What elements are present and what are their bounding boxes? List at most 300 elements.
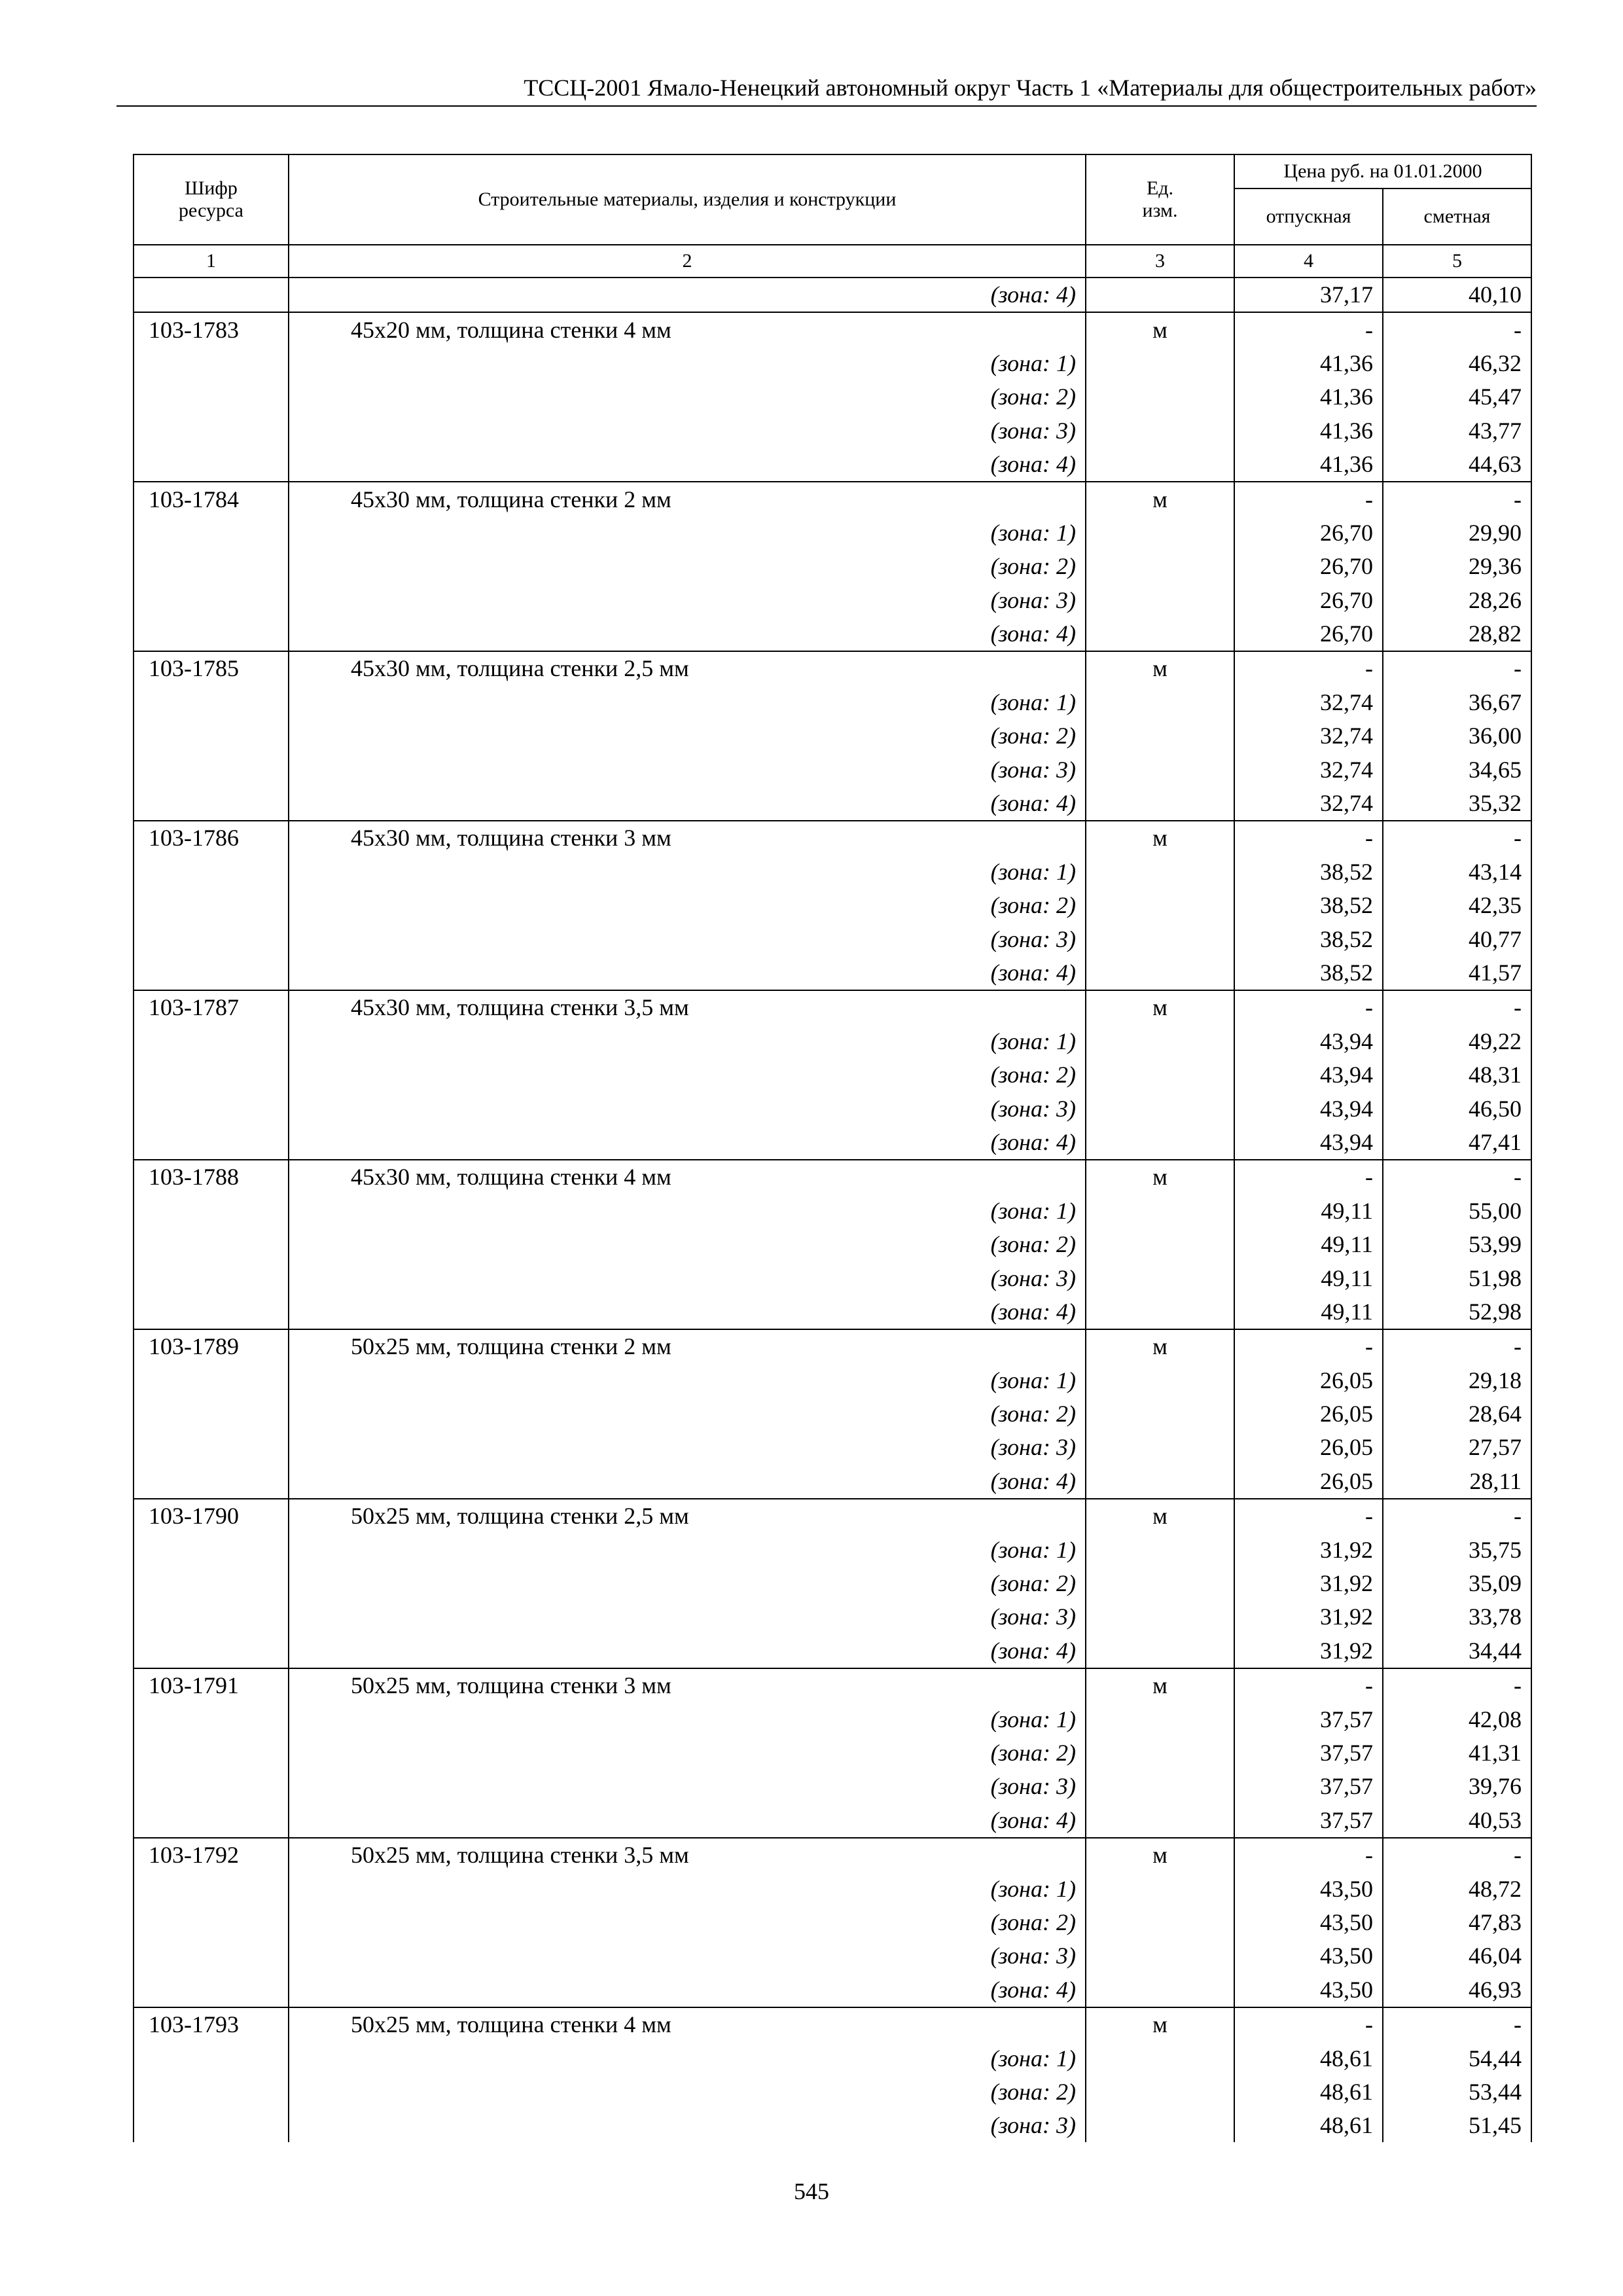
unit-cell: м — [1086, 1668, 1234, 1702]
resource-code — [134, 1261, 289, 1295]
unit-cell — [1086, 414, 1234, 448]
material-name-text: 45х30 мм, толщина стенки 4 мм — [351, 1164, 671, 1191]
table-row — [134, 990, 1531, 1024]
release-price: - — [1234, 990, 1383, 1024]
unit-cell — [1086, 448, 1234, 482]
unit-cell — [1086, 1939, 1234, 1973]
release-price: 31,92 — [1234, 1634, 1383, 1668]
resource-code — [134, 380, 289, 414]
estimate-price: 42,08 — [1383, 1702, 1531, 1736]
resource-code: 103-1786 — [134, 821, 289, 855]
zone-label: (зона: 1) — [289, 1194, 1086, 1228]
material-name — [289, 482, 1086, 516]
table-row — [134, 1261, 1531, 1295]
table-row — [134, 1804, 1531, 1838]
header-name: Строительные материалы, изделия и конструкции — [289, 154, 1086, 245]
unit-cell — [1086, 347, 1234, 380]
estimate-price: - — [1383, 1499, 1531, 1533]
resource-code — [134, 414, 289, 448]
resource-code — [134, 1634, 289, 1668]
unit-cell: м — [1086, 1160, 1234, 1194]
table-row — [134, 1465, 1531, 1499]
table-row — [134, 821, 1531, 855]
resource-code — [134, 753, 289, 786]
release-price: 26,70 — [1234, 584, 1383, 617]
resource-code — [134, 2041, 289, 2075]
resource-code — [134, 584, 289, 617]
resource-code: 103-1784 — [134, 482, 289, 516]
release-price: 49,11 — [1234, 1295, 1383, 1329]
table-row — [134, 1736, 1531, 1770]
estimate-price: 47,83 — [1383, 1906, 1531, 1939]
table-row — [134, 2109, 1531, 2142]
resource-code — [134, 956, 289, 990]
unit-cell — [1086, 1364, 1234, 1397]
material-name — [289, 1329, 1086, 1363]
estimate-price: 40,10 — [1383, 278, 1531, 312]
resource-code: 103-1791 — [134, 1668, 289, 1702]
table-row — [134, 1702, 1531, 1736]
zone-label: (зона: 2) — [289, 1058, 1086, 1092]
release-price: 49,11 — [1234, 1228, 1383, 1261]
estimate-price: - — [1383, 1329, 1531, 1363]
unit-cell — [1086, 1770, 1234, 1803]
unit-cell — [1086, 1228, 1234, 1261]
unit-cell — [1086, 1261, 1234, 1295]
unit-cell: м — [1086, 2007, 1234, 2041]
zone-label: (зона: 3) — [289, 922, 1086, 956]
unit-cell — [1086, 617, 1234, 651]
zone-label: (зона: 4) — [289, 278, 1086, 312]
table-header — [134, 154, 1531, 278]
resource-code — [134, 1872, 289, 1905]
release-price: - — [1234, 2007, 1383, 2041]
material-name-text: 45х30 мм, толщина стенки 2,5 мм — [351, 655, 689, 682]
estimate-price: - — [1383, 990, 1531, 1024]
release-price: 41,36 — [1234, 448, 1383, 482]
release-price: 26,05 — [1234, 1364, 1383, 1397]
material-name-text: 45х20 мм, толщина стенки 4 мм — [351, 316, 671, 343]
release-price: 41,36 — [1234, 414, 1383, 448]
material-name-text: 45х30 мм, толщина стенки 2 мм — [351, 486, 671, 512]
table-row — [134, 1770, 1531, 1803]
estimate-price: - — [1383, 1668, 1531, 1702]
material-name-text: 45х30 мм, толщина стенки 3 мм — [351, 825, 671, 852]
zone-label: (зона: 3) — [289, 1939, 1086, 1973]
zone-label: (зона: 4) — [289, 617, 1086, 651]
unit-cell — [1086, 1025, 1234, 1058]
estimate-price: 35,09 — [1383, 1567, 1531, 1600]
zone-label: (зона: 4) — [289, 1634, 1086, 1668]
resource-code — [134, 1194, 289, 1228]
estimate-price: - — [1383, 2007, 1531, 2041]
col-num-2: 2 — [289, 245, 1086, 278]
unit-cell — [1086, 584, 1234, 617]
resource-code — [134, 1939, 289, 1973]
estimate-price: 49,22 — [1383, 1025, 1531, 1058]
zone-label: (зона: 1) — [289, 1702, 1086, 1736]
table-row — [134, 312, 1531, 346]
unit-cell — [1086, 1092, 1234, 1125]
unit-cell — [1086, 380, 1234, 414]
release-price: 43,50 — [1234, 1939, 1383, 1973]
estimate-price: - — [1383, 312, 1531, 346]
resource-code — [134, 1906, 289, 1939]
release-price: 31,92 — [1234, 1600, 1383, 1634]
estimate-price: 51,98 — [1383, 1261, 1531, 1295]
release-price: 26,70 — [1234, 550, 1383, 583]
release-price: 26,05 — [1234, 1397, 1383, 1431]
unit-cell — [1086, 855, 1234, 889]
estimate-price: 35,75 — [1383, 1533, 1531, 1566]
unit-cell — [1086, 1295, 1234, 1329]
release-price: 32,74 — [1234, 753, 1383, 786]
material-name — [289, 312, 1086, 346]
table-row — [134, 1228, 1531, 1261]
resource-code — [134, 617, 289, 651]
zone-label: (зона: 2) — [289, 889, 1086, 922]
table-row — [134, 889, 1531, 922]
material-name — [289, 2007, 1086, 2041]
unit-cell — [1086, 1804, 1234, 1838]
material-name-text: 50х25 мм, толщина стенки 4 мм — [351, 2011, 671, 2038]
resource-code — [134, 719, 289, 753]
release-price: 32,74 — [1234, 719, 1383, 753]
unit-cell: м — [1086, 312, 1234, 346]
table-row — [134, 1058, 1531, 1092]
table-row — [134, 550, 1531, 583]
zone-label: (зона: 1) — [289, 1533, 1086, 1566]
resource-code — [134, 1431, 289, 1464]
estimate-price: 33,78 — [1383, 1600, 1531, 1634]
table-row — [134, 753, 1531, 786]
estimate-price: 28,11 — [1383, 1465, 1531, 1499]
estimate-price: 43,77 — [1383, 414, 1531, 448]
table-row — [134, 380, 1531, 414]
table-row — [134, 1872, 1531, 1905]
table-row — [134, 855, 1531, 889]
unit-cell: м — [1086, 1499, 1234, 1533]
zone-label: (зона: 1) — [289, 1872, 1086, 1905]
release-price: 37,17 — [1234, 278, 1383, 312]
release-price: 26,70 — [1234, 617, 1383, 651]
zone-label: (зона: 2) — [289, 1397, 1086, 1431]
unit-cell: м — [1086, 482, 1234, 516]
resource-code — [134, 1770, 289, 1803]
release-price: 38,52 — [1234, 922, 1383, 956]
zone-label: (зона: 2) — [289, 380, 1086, 414]
estimate-price: 46,50 — [1383, 1092, 1531, 1125]
unit-cell — [1086, 1194, 1234, 1228]
unit-cell — [1086, 1906, 1234, 1939]
material-name — [289, 1668, 1086, 1702]
estimate-price: 52,98 — [1383, 1295, 1531, 1329]
unit-cell — [1086, 516, 1234, 550]
estimate-price: 28,26 — [1383, 584, 1531, 617]
table-row — [134, 1567, 1531, 1600]
release-price: 43,94 — [1234, 1058, 1383, 1092]
resource-code — [134, 1364, 289, 1397]
zone-label: (зона: 1) — [289, 347, 1086, 380]
estimate-price: 47,41 — [1383, 1126, 1531, 1160]
header-rule — [116, 105, 1537, 107]
table-row — [134, 1499, 1531, 1533]
resource-code — [134, 1058, 289, 1092]
zone-label: (зона: 2) — [289, 550, 1086, 583]
material-name — [289, 821, 1086, 855]
estimate-price: 41,31 — [1383, 1736, 1531, 1770]
unit-cell — [1086, 787, 1234, 821]
zone-label: (зона: 1) — [289, 1025, 1086, 1058]
table-row — [134, 1126, 1531, 1160]
release-price: - — [1234, 482, 1383, 516]
unit-cell — [1086, 2109, 1234, 2142]
zone-label: (зона: 4) — [289, 448, 1086, 482]
material-name — [289, 990, 1086, 1024]
zone-label: (зона: 4) — [289, 1804, 1086, 1838]
col-num-5: 5 — [1383, 245, 1531, 278]
release-price: 26,70 — [1234, 516, 1383, 550]
unit-cell — [1086, 278, 1234, 312]
zone-label: (зона: 1) — [289, 1364, 1086, 1397]
unit-cell — [1086, 1431, 1234, 1464]
zone-label: (зона: 1) — [289, 516, 1086, 550]
estimate-price: 54,44 — [1383, 2041, 1531, 2075]
resource-code — [134, 1092, 289, 1125]
table-row — [134, 1634, 1531, 1668]
estimate-price: - — [1383, 1838, 1531, 1872]
table-row — [134, 1025, 1531, 1058]
table-row — [134, 1295, 1531, 1329]
resource-code — [134, 1397, 289, 1431]
release-price: 43,50 — [1234, 1906, 1383, 1939]
unit-cell — [1086, 889, 1234, 922]
zone-label: (зона: 3) — [289, 753, 1086, 786]
zone-label: (зона: 3) — [289, 1431, 1086, 1464]
unit-cell — [1086, 753, 1234, 786]
material-name — [289, 1160, 1086, 1194]
release-price: 43,94 — [1234, 1092, 1383, 1125]
table-row — [134, 482, 1531, 516]
resource-code — [134, 448, 289, 482]
resource-code — [134, 2075, 289, 2109]
table-row — [134, 2007, 1531, 2041]
table-row — [134, 448, 1531, 482]
table-row — [134, 2041, 1531, 2075]
material-name-text: 50х25 мм, толщина стенки 2 мм — [351, 1333, 671, 1360]
release-price: - — [1234, 1329, 1383, 1363]
resource-code — [134, 1736, 289, 1770]
price-table — [133, 154, 1532, 2142]
header-price: Цена руб. на 01.01.2000 — [1234, 154, 1531, 188]
release-price: 38,52 — [1234, 889, 1383, 922]
release-price: 38,52 — [1234, 956, 1383, 990]
zone-label: (зона: 4) — [289, 1126, 1086, 1160]
estimate-price: 41,57 — [1383, 956, 1531, 990]
header-estimate: сметная — [1383, 188, 1531, 245]
zone-label: (зона: 1) — [289, 855, 1086, 889]
estimate-price: 27,57 — [1383, 1431, 1531, 1464]
resource-code — [134, 2109, 289, 2142]
zone-label: (зона: 2) — [289, 1906, 1086, 1939]
zone-label: (зона: 3) — [289, 1261, 1086, 1295]
release-price: 32,74 — [1234, 787, 1383, 821]
resource-code — [134, 787, 289, 821]
release-price: - — [1234, 312, 1383, 346]
release-price: 31,92 — [1234, 1533, 1383, 1566]
table-row — [134, 1092, 1531, 1125]
estimate-price: 46,04 — [1383, 1939, 1531, 1973]
unit-cell — [1086, 1126, 1234, 1160]
table-row — [134, 1939, 1531, 1973]
table-row — [134, 1838, 1531, 1872]
release-price: 31,92 — [1234, 1567, 1383, 1600]
header-unit: Ед. изм. — [1086, 154, 1234, 245]
table-row — [134, 1668, 1531, 1702]
resource-code: 103-1785 — [134, 651, 289, 685]
estimate-price: - — [1383, 821, 1531, 855]
resource-code — [134, 1533, 289, 1566]
zone-label: (зона: 4) — [289, 1295, 1086, 1329]
table-row — [134, 2075, 1531, 2109]
header-code: Шифр ресурса — [134, 154, 289, 245]
release-price: 37,57 — [1234, 1702, 1383, 1736]
table-row — [134, 1194, 1531, 1228]
release-price: - — [1234, 651, 1383, 685]
estimate-price: 51,45 — [1383, 2109, 1531, 2142]
zone-label: (зона: 3) — [289, 1770, 1086, 1803]
running-header: ТССЦ-2001 Ямало-Ненецкий автономный округ Часть 1 «Материалы для общестроительных работ» — [524, 75, 1537, 101]
estimate-price: 44,63 — [1383, 448, 1531, 482]
material-name — [289, 651, 1086, 685]
zone-label: (зона: 2) — [289, 719, 1086, 753]
col-num-1: 1 — [134, 245, 289, 278]
unit-cell — [1086, 1567, 1234, 1600]
unit-cell — [1086, 1702, 1234, 1736]
release-price: - — [1234, 1838, 1383, 1872]
release-price: - — [1234, 1668, 1383, 1702]
zone-label: (зона: 4) — [289, 787, 1086, 821]
table-row — [134, 1431, 1531, 1464]
release-price: 43,50 — [1234, 1973, 1383, 2007]
release-price: 43,94 — [1234, 1025, 1383, 1058]
unit-cell — [1086, 550, 1234, 583]
unit-cell — [1086, 922, 1234, 956]
zone-label: (зона: 2) — [289, 1228, 1086, 1261]
estimate-price: 29,36 — [1383, 550, 1531, 583]
resource-code: 103-1792 — [134, 1838, 289, 1872]
estimate-price: - — [1383, 1160, 1531, 1194]
table-row — [134, 347, 1531, 380]
resource-code — [134, 278, 289, 312]
release-price: - — [1234, 1160, 1383, 1194]
estimate-price: 55,00 — [1383, 1194, 1531, 1228]
table-row — [134, 1533, 1531, 1566]
resource-code — [134, 1126, 289, 1160]
zone-label: (зона: 3) — [289, 584, 1086, 617]
release-price: 26,05 — [1234, 1465, 1383, 1499]
unit-cell — [1086, 1533, 1234, 1566]
estimate-price: 40,53 — [1383, 1804, 1531, 1838]
table-row — [134, 278, 1531, 312]
release-price: 43,50 — [1234, 1872, 1383, 1905]
zone-label: (зона: 3) — [289, 414, 1086, 448]
estimate-price: 39,76 — [1383, 1770, 1531, 1803]
table-row — [134, 719, 1531, 753]
col-num-4: 4 — [1234, 245, 1383, 278]
resource-code — [134, 889, 289, 922]
material-name — [289, 1499, 1086, 1533]
resource-code — [134, 1973, 289, 2007]
unit-cell — [1086, 1736, 1234, 1770]
unit-cell — [1086, 1872, 1234, 1905]
release-price: 37,57 — [1234, 1804, 1383, 1838]
estimate-price: 40,77 — [1383, 922, 1531, 956]
estimate-price: 35,32 — [1383, 787, 1531, 821]
table-row — [134, 414, 1531, 448]
release-price: 43,94 — [1234, 1126, 1383, 1160]
unit-cell — [1086, 1058, 1234, 1092]
material-name-text: 50х25 мм, толщина стенки 2,5 мм — [351, 1503, 689, 1530]
release-price: 37,57 — [1234, 1736, 1383, 1770]
resource-code — [134, 550, 289, 583]
table-row — [134, 516, 1531, 550]
unit-cell — [1086, 1397, 1234, 1431]
resource-code: 103-1783 — [134, 312, 289, 346]
material-name — [289, 1838, 1086, 1872]
zone-label: (зона: 4) — [289, 1465, 1086, 1499]
release-price: 48,61 — [1234, 2041, 1383, 2075]
unit-cell — [1086, 686, 1234, 719]
estimate-price: 46,32 — [1383, 347, 1531, 380]
estimate-price: 43,14 — [1383, 855, 1531, 889]
resource-code — [134, 347, 289, 380]
resource-code — [134, 1465, 289, 1499]
release-price: 38,52 — [1234, 855, 1383, 889]
zone-label: (зона: 4) — [289, 1973, 1086, 2007]
release-price: 49,11 — [1234, 1261, 1383, 1295]
estimate-price: 29,90 — [1383, 516, 1531, 550]
unit-cell — [1086, 1973, 1234, 2007]
estimate-price: 45,47 — [1383, 380, 1531, 414]
release-price: 41,36 — [1234, 347, 1383, 380]
zone-label: (зона: 2) — [289, 1567, 1086, 1600]
table-row — [134, 956, 1531, 990]
estimate-price: 28,82 — [1383, 617, 1531, 651]
table-row — [134, 1397, 1531, 1431]
unit-cell — [1086, 1634, 1234, 1668]
table-row — [134, 651, 1531, 685]
release-price: 48,61 — [1234, 2109, 1383, 2142]
release-price: - — [1234, 1499, 1383, 1533]
estimate-price: 48,72 — [1383, 1872, 1531, 1905]
table-row — [134, 922, 1531, 956]
estimate-price: 29,18 — [1383, 1364, 1531, 1397]
estimate-price: 53,44 — [1383, 2075, 1531, 2109]
unit-cell — [1086, 1600, 1234, 1634]
estimate-price: 48,31 — [1383, 1058, 1531, 1092]
unit-cell: м — [1086, 1329, 1234, 1363]
unit-cell: м — [1086, 821, 1234, 855]
resource-code — [134, 516, 289, 550]
estimate-price: 53,99 — [1383, 1228, 1531, 1261]
zone-label: (зона: 4) — [289, 956, 1086, 990]
release-price: - — [1234, 821, 1383, 855]
unit-cell: м — [1086, 651, 1234, 685]
zone-label: (зона: 2) — [289, 1736, 1086, 1770]
unit-cell — [1086, 2075, 1234, 2109]
table-row — [134, 584, 1531, 617]
